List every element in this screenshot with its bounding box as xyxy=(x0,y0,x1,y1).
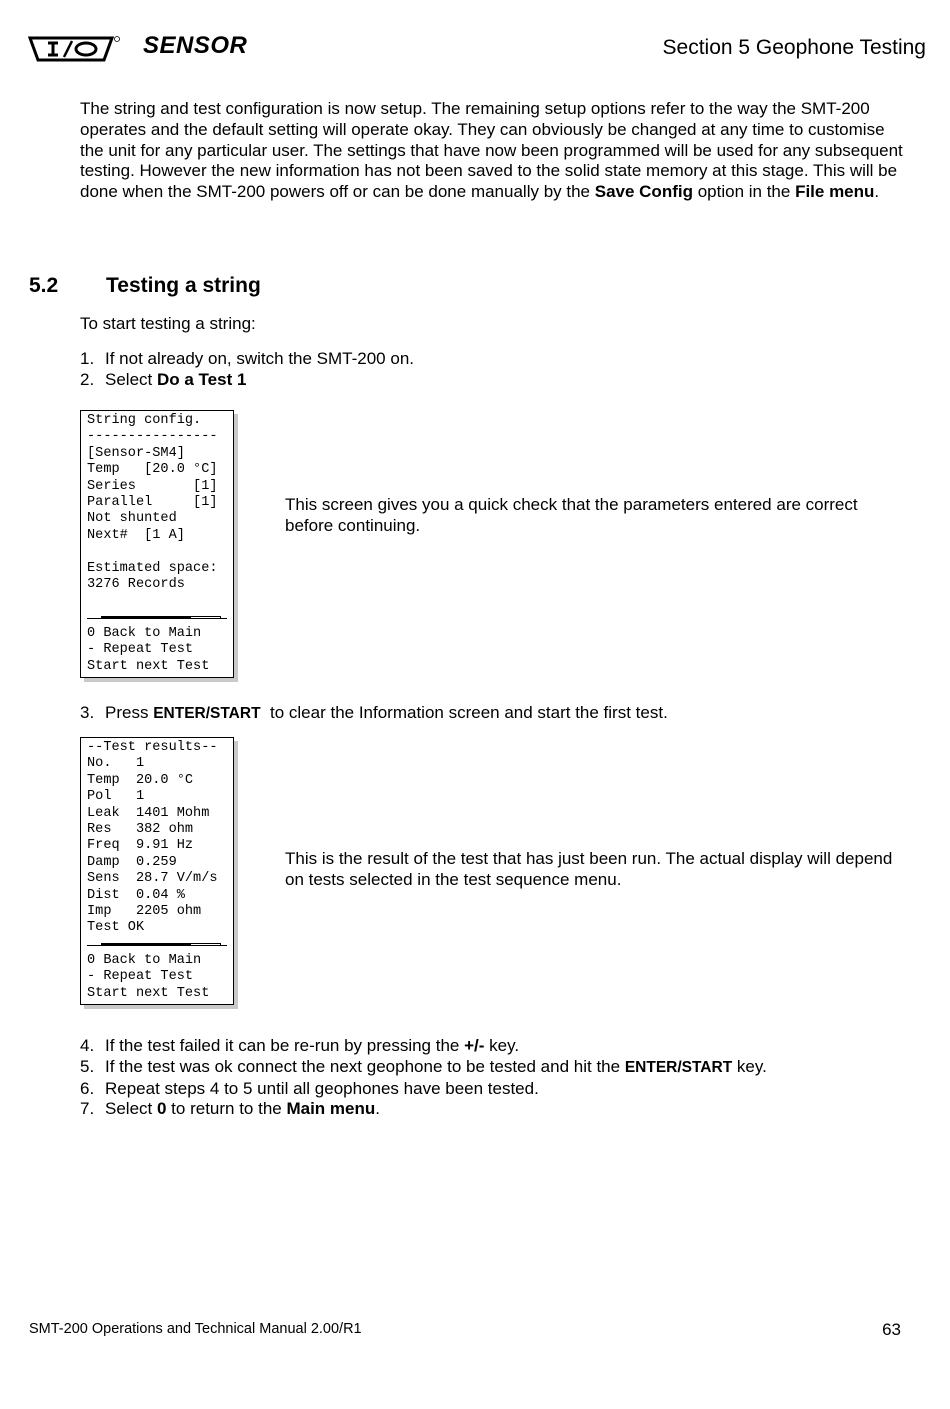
section-heading: Testing a string xyxy=(106,274,261,297)
step-6: 6. Repeat steps 4 to 5 until all geophones have been tested. xyxy=(80,1078,539,1098)
screen-line: 0 Back to Main xyxy=(87,626,202,642)
screen-line: Imp 2205 ohm xyxy=(87,903,202,919)
screen-line: 3276 Records xyxy=(87,576,185,592)
screen-line xyxy=(87,544,233,560)
screen-line: Freq 9.91 Hz xyxy=(87,838,194,854)
step-2: 2. Select Do a Test 1 xyxy=(80,369,247,389)
screen-line: ---------------- xyxy=(87,429,218,445)
screen-line: Sens 28.7 V/m/s xyxy=(87,871,218,887)
screen-line: - Repeat Test xyxy=(87,969,194,985)
screen-line: --Test results-- xyxy=(87,740,218,755)
file-menu-term: File menu xyxy=(795,182,875,202)
io-logo-icon xyxy=(28,34,120,62)
screen-line: Leak 1401 Mohm xyxy=(87,805,210,821)
brand-name: SENSOR xyxy=(143,32,248,59)
screen-line: Start next Test xyxy=(87,985,210,1001)
step-5: 5. If the test was ok connect the next geophone to be tested and hit the ENTER/START key. xyxy=(80,1056,767,1076)
page-number: 63 xyxy=(882,1320,901,1339)
screen-line: No. 1 xyxy=(87,756,145,772)
screen-line: - Repeat Test xyxy=(87,642,194,658)
screen-line: Estimated space: xyxy=(87,560,218,576)
steps-list-a xyxy=(80,349,920,391)
screen-line: Not shunted xyxy=(87,511,177,527)
step-7: 7. Select 0 to return to the Main menu. xyxy=(80,1099,380,1119)
screen-line: Test OK xyxy=(87,920,145,936)
screen-line: Temp [20.0 °C] xyxy=(87,462,218,478)
screen1-caption: This screen gives you a quick check that the parameters entered are correct before continuing. xyxy=(285,495,858,535)
string-config-screen xyxy=(80,410,234,678)
screen-line: Series [1] xyxy=(87,478,218,494)
lead-text: To start testing a string: xyxy=(80,314,256,333)
screen-line: Pol 1 xyxy=(87,789,145,805)
test-results-screen xyxy=(80,737,234,1005)
footer-manual-title: SMT-200 Operations and Technical Manual 2.00/R1 xyxy=(29,1321,362,1337)
screen-line: Temp 20.0 °C xyxy=(87,772,194,788)
screen-line: Parallel [1] xyxy=(87,494,218,510)
screen-line: [Sensor-SM4] xyxy=(87,445,185,461)
step-3: 3. Press ENTER/START to clear the Information screen and start the first test. xyxy=(80,703,668,722)
screen-line: Start next Test xyxy=(87,658,210,674)
screen-line: Res 382 ohm xyxy=(87,821,194,837)
screen-line: 0 Back to Main xyxy=(87,953,202,969)
screen-line: Damp 0.259 xyxy=(87,854,177,870)
screen2-caption: This is the result of the test that has just been run. The actual display will depend on tests selected in the test sequence menu. xyxy=(285,849,893,889)
steps-list-b xyxy=(80,1036,920,1120)
screen-line: Next# [1 A] xyxy=(87,527,185,543)
steps-list-3 xyxy=(80,703,920,725)
step-4: 4. If the test failed it can be re-run by pressing the +/- key. xyxy=(80,1036,520,1055)
screen-line xyxy=(87,593,233,609)
save-config-term: Save Config xyxy=(594,182,693,202)
screen-line: String config. xyxy=(87,413,202,428)
screen-line: Dist 0.04 % xyxy=(87,887,185,903)
screen-divider xyxy=(87,610,233,626)
screen-divider xyxy=(87,937,233,953)
section-number: 5.2 xyxy=(29,274,59,297)
section-title: Section 5 Geophone Testing xyxy=(662,36,926,59)
step-1: 1. If not already on, switch the SMT-200 on. xyxy=(80,349,414,368)
intro-paragraph: The string and test configuration is now setup. The remaining setup options refer to the way the SMT-200 operates and the default setting will operate okay. They can obviously be changed at any time to customise the unit for any particular user. The settings that have now been programmed will be used for any subsequent testing. However the new information has not been saved to the solid state memory at this stage. This will be done when the SMT-200 powers off or can be done manually by the Save Config option in the File menu. xyxy=(80,99,903,202)
